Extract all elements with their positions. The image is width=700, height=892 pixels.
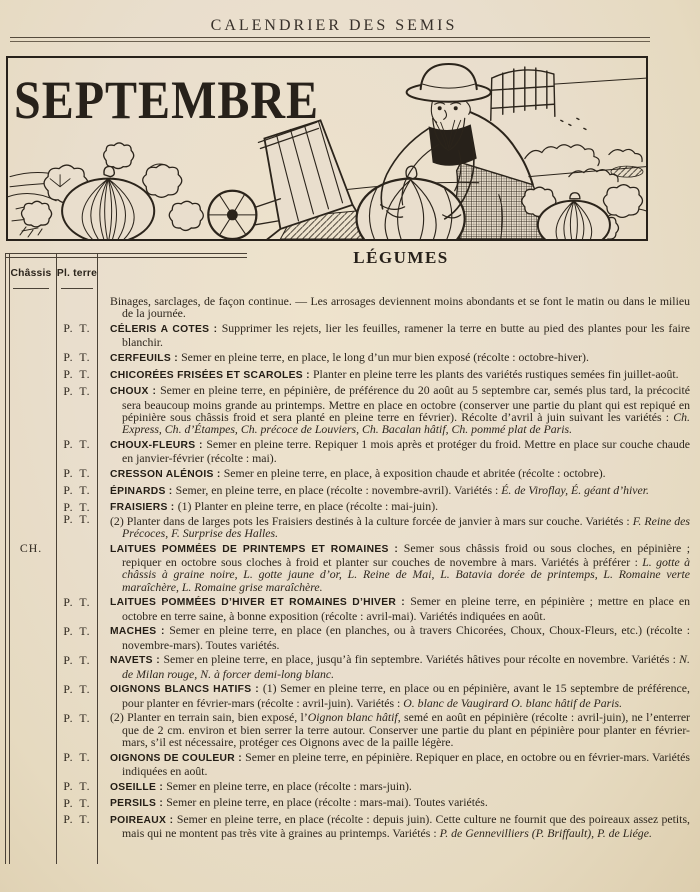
chassis-mark: CH. bbox=[19, 540, 43, 555]
entry-paragraph: FRAISIERS : (1) Planter en pleine terre, en place (récolte : mai-juin). bbox=[110, 499, 439, 514]
chassis-mark bbox=[6, 322, 56, 349]
entry-paragraph: MACHES : Semer en pleine terre, en place (en planches, ou à travers Chicorées, Choux, Choux-Fleurs, etc.) (récolte : novembre-mars). Toutes variétés. bbox=[110, 623, 690, 652]
table-top-rule bbox=[6, 253, 247, 258]
entry-name: MACHES : bbox=[110, 626, 170, 638]
table-row bbox=[6, 751, 693, 778]
table-row bbox=[6, 384, 693, 436]
chassis-mark bbox=[6, 351, 56, 365]
pleine-terre-mark: P. T. bbox=[63, 321, 91, 336]
entry-text bbox=[98, 653, 693, 680]
chassis-mark bbox=[6, 384, 56, 436]
pleine-terre-mark: P. T. bbox=[63, 350, 91, 365]
entry-paragraph: ÉPINARDS : Semer, en pleine terre, en place (récolte : novembre-avril). Variétés : É. de Viroflay, É. géant d’hiver. bbox=[110, 482, 649, 497]
entry-text bbox=[98, 711, 693, 748]
column-header-pleine-terre: Pl. terre bbox=[56, 268, 98, 279]
entry-text bbox=[98, 796, 693, 810]
chassis-mark bbox=[6, 595, 56, 622]
variety-names: O. blanc de Vaugirard O. blanc hâtif de Paris. bbox=[403, 695, 623, 710]
entry-paragraph: LAITUES POMMÉES DE PRINTEMPS ET ROMAINES : Semer sous châssis froid ou sous cloches, en pépinière ; repiquer en octobre sous cloches à froid et planter sur couches de novembre à mars. Variétés à préférer : L. gotte à châssis à graine noire, L. gotte jaune d’or, L. Reine de Mai, L. Batavia dorée de printemps, L. Romaine verte maraîchère, L. Romaine grise maraîchère. bbox=[110, 540, 690, 594]
entry-text bbox=[98, 368, 693, 382]
variety-names: N. de Milan rouge, N. à forcer demi-long blanc. bbox=[122, 652, 690, 681]
table-row bbox=[6, 500, 693, 539]
variety-names: É. de Viroflay, É. géant d’hiver. bbox=[501, 482, 649, 497]
pleine-terre-mark: P. T. bbox=[63, 750, 91, 765]
intro-paragraph: Binages, sarclages, de façon continue. — Les arrosages deviennent moins abondants et se font le matin ou dans le milieu de la journée. bbox=[110, 294, 690, 321]
entry-name: FRAISIERS : bbox=[110, 502, 178, 514]
table-row bbox=[6, 322, 693, 349]
pleine-terre-mark: P. T. bbox=[63, 812, 91, 827]
chassis-mark bbox=[6, 796, 56, 810]
entry-paragraph: OSEILLE : Semer en pleine terre, en place (récolte : mars-juin). bbox=[110, 778, 412, 793]
entry-text bbox=[98, 484, 693, 498]
table-row bbox=[6, 624, 693, 651]
page-running-title: CALENDRIER DES SEMIS bbox=[210, 17, 458, 34]
entry-paragraph: CHOUX-FLEURS : Semer en pleine terre. Repiquer 1 mois après et protéger du froid. Mettre en place sur couche chaude en janvier-février (récolte : mai). bbox=[110, 437, 690, 466]
entry-text bbox=[98, 624, 693, 651]
chassis-mark bbox=[6, 500, 56, 539]
chassis-mark bbox=[6, 467, 56, 481]
column-underline bbox=[13, 288, 49, 289]
table-row bbox=[6, 711, 693, 748]
entry-paragraph: POIREAUX : Semer en pleine terre, en place (récolte : depuis juin). Cette culture ne fournit que des poireaux assez petits, mais qui ne montent pas très vite à graines au printemps. Variétés : P. de Gennevilliers (P. Briffault), P. de Liége. bbox=[110, 812, 690, 841]
entry-name: CRESSON ALÉNOIS : bbox=[110, 469, 224, 480]
pleine-terre-mark: P. T. bbox=[63, 779, 91, 794]
entry-paragraph: CÉLERIS A COTES : Supprimer les rejets, lier les feuilles, ramener la terre en butte au pied des plantes pour les faire blanchir. bbox=[110, 321, 691, 350]
month-title: SEPTEMBRE bbox=[14, 71, 320, 131]
pumpkin-right bbox=[522, 185, 646, 239]
chassis-mark bbox=[6, 653, 56, 680]
entry-paragraph: LAITUES POMMÉES D’HIVER ET ROMAINES D’HIVER : Semer en pleine terre, en pépinière ; mettre en place en octobre en terre saine, à bonne exposition (récolte : avril-mai). Variétés indiquées en août. bbox=[110, 594, 690, 623]
chassis-mark bbox=[6, 368, 56, 382]
chassis-mark bbox=[6, 751, 56, 778]
pleine-terre-mark: P. T. bbox=[63, 681, 91, 696]
pleine-terre-mark: P. T. P. T. bbox=[63, 499, 91, 526]
entry-paragraph: PERSILS : Semer en pleine terre, en place (récolte : mars-mai). Toutes variétés. bbox=[110, 795, 488, 810]
pleine-terre-mark: P. T. bbox=[63, 437, 91, 452]
pleine-terre-mark bbox=[56, 295, 98, 320]
entry-text bbox=[98, 780, 693, 794]
pumpkin-patch-left bbox=[8, 143, 203, 239]
pleine-terre-mark: P. T. bbox=[63, 383, 91, 398]
table-row bbox=[6, 595, 693, 622]
entry-text bbox=[98, 351, 693, 365]
column-header-chassis: Châssis bbox=[10, 268, 52, 279]
bushes bbox=[525, 118, 643, 181]
entry-paragraph: CRESSON ALÉNOIS : Semer en pleine terre, en place, à exposition chaude et abritée (récolte : octobre). bbox=[110, 466, 606, 480]
chassis-mark bbox=[6, 295, 56, 320]
entry-text bbox=[98, 751, 693, 778]
held-pumpkin bbox=[357, 179, 465, 239]
entry-text bbox=[98, 500, 693, 539]
entry-name: CHICORÉES FRISÉES ET SCAROLES : bbox=[110, 369, 313, 381]
table-row bbox=[6, 796, 693, 810]
double-rule bbox=[10, 37, 650, 42]
table-row bbox=[6, 813, 693, 840]
entry-paragraph: NAVETS : Semer en pleine terre, en place, jusqu’à fin septembre. Variétés hâtives pour récolte en novembre. Variétés : N. de Milan rouge, N. à forcer demi-long blanc. bbox=[110, 652, 690, 681]
entry-name: NAVETS : bbox=[110, 655, 164, 667]
entry-text bbox=[98, 813, 693, 840]
table-row bbox=[6, 438, 693, 465]
pleine-terre-mark: P. T. bbox=[63, 710, 91, 725]
entry-name: LAITUES POMMÉES D’HIVER ET ROMAINES D’HIVER : bbox=[110, 597, 411, 609]
chassis-mark bbox=[6, 711, 56, 748]
month-banner bbox=[6, 56, 648, 241]
entry-paragraph: CHICORÉES FRISÉES ET SCAROLES : Planter en pleine terre les plants des variétés rustiques semées fin juillet-août. bbox=[110, 366, 679, 381]
entries-list bbox=[6, 295, 693, 842]
variety-names: L. gotte à châssis à graine noire, L. gotte jaune d’or, L. Reine de Mai, L. Batavia dorée de printemps, L. Romaine verte maraîchère, L. Romaine grise maraîchère. bbox=[122, 555, 690, 594]
table-row bbox=[6, 484, 693, 498]
entry-paragraph: OIGNONS DE COULEUR : Semer en pleine terre, en pépinière. Repiquer en place, en octobre ou en février-mars. Variétés indiquées en août. bbox=[110, 749, 690, 779]
variety-names: P. de Gennevilliers (P. Briffault), P. de Liége. bbox=[439, 826, 652, 841]
chassis-mark bbox=[6, 438, 56, 465]
entry-text bbox=[98, 682, 693, 709]
entry-name: ÉPINARDS : bbox=[110, 485, 176, 497]
chassis-mark bbox=[6, 682, 56, 709]
entry-name: OIGNONS DE COULEUR : bbox=[110, 752, 246, 764]
entry-name: LAITUES POMMÉES DE PRINTEMPS ET ROMAINES : bbox=[110, 543, 404, 555]
pleine-terre-mark: P. T. bbox=[63, 795, 91, 810]
variety-names: F. Reine des Précoces, F. Surprise des Halles. bbox=[122, 513, 690, 540]
pleine-terre-mark: P. T. bbox=[63, 594, 91, 609]
table-row bbox=[6, 467, 693, 481]
entry-text bbox=[98, 438, 693, 465]
table-row bbox=[6, 653, 693, 680]
entry-paragraph: CHOUX : Semer en pleine terre, en pépinière, de préférence du 20 août au 5 septembre car, semés plus tard, la précocité sera beaucoup moins grande au printemps. Mettre en place en octobre (conserver une partie du plant qui est repiqué en pépinière sous châssis froid et sera planté en pleine terre en février). Récolte d’avril à juin suivant les variétés : Ch. Express, Ch. d’Étampes, Ch. précoce de Louviers, Ch. Bacalan hâtif, Ch. pommé plat de Paris. bbox=[110, 383, 690, 437]
chassis-mark bbox=[6, 813, 56, 840]
entry-text bbox=[98, 467, 693, 481]
table-row bbox=[6, 351, 693, 365]
entry-text bbox=[98, 542, 693, 594]
pleine-terre-mark: P. T. bbox=[63, 482, 91, 497]
entry-paragraph: (2) Planter dans de larges pots les Fraisiers destinés à la culture forcée de janvier à mars sur couche. Variétés : F. Reine des Précoces, F. Surprise des Halles. bbox=[110, 513, 690, 540]
table-row bbox=[6, 368, 693, 382]
entry-name: CHOUX-FLEURS : bbox=[110, 440, 207, 451]
entry-paragraph: OIGNONS BLANCS HATIFS : (1) Semer en pleine terre, en place ou en pépinière, avant le 15 septembre de préférence, pour planter en février-mars (récolte : avril-juin). Variétés : O. blanc de Vaugirard O. blanc hâtif de Paris. bbox=[110, 681, 690, 710]
entry-text bbox=[98, 322, 693, 349]
section-title: LÉGUMES bbox=[353, 248, 449, 267]
table-row bbox=[6, 542, 693, 594]
table-row bbox=[6, 682, 693, 709]
variety-names: Oignon blanc hâtif bbox=[307, 710, 398, 725]
pleine-terre-mark bbox=[56, 542, 98, 594]
chassis-mark bbox=[6, 484, 56, 498]
variety-names: Ch. Express, Ch. d’Étampes, Ch. précoce de Louviers, Ch. Bacalan hâtif, Ch. pommé plat de Paris. bbox=[122, 410, 690, 437]
entry-name: POIREAUX : bbox=[110, 815, 177, 826]
entry-name: CHOUX : bbox=[110, 386, 161, 398]
chassis-mark bbox=[6, 780, 56, 794]
pleine-terre-mark: P. T. bbox=[63, 366, 91, 381]
entry-name: CERFEUILS : bbox=[110, 353, 182, 364]
column-underline bbox=[61, 288, 93, 289]
entry-name: PERSILS : bbox=[110, 798, 167, 810]
entry-paragraph: (2) Planter en terrain sain, bien exposé, l’Oignon blanc hâtif, semé en août en pépinière (récolte : avril-juin), ne l’enterrer que de 2 cm. environ et bien serrer la terre autour. Conserver une partie du plant en pépinière pour planter en février-mars, s’il est nécessaire, protéger ces Oignons avec de la paille légère. bbox=[110, 710, 690, 750]
entry-name: OSEILLE : bbox=[110, 781, 167, 793]
entry-text bbox=[98, 384, 693, 436]
intro-row bbox=[6, 295, 693, 320]
entry-paragraph: CERFEUILS : Semer en pleine terre, en place, le long d’un mur bien exposé (récolte : octobre-hiver). bbox=[110, 350, 589, 364]
pleine-terre-mark: P. T. bbox=[63, 623, 91, 638]
entry-name: CÉLERIS A COTES : bbox=[110, 324, 222, 335]
table-row bbox=[6, 780, 693, 794]
entry-text bbox=[98, 595, 693, 622]
pleine-terre-mark: P. T. bbox=[63, 466, 91, 481]
chassis-mark bbox=[6, 624, 56, 651]
pleine-terre-mark: P. T. bbox=[63, 652, 91, 667]
entry-name: OIGNONS BLANCS HATIFS : bbox=[110, 684, 263, 696]
